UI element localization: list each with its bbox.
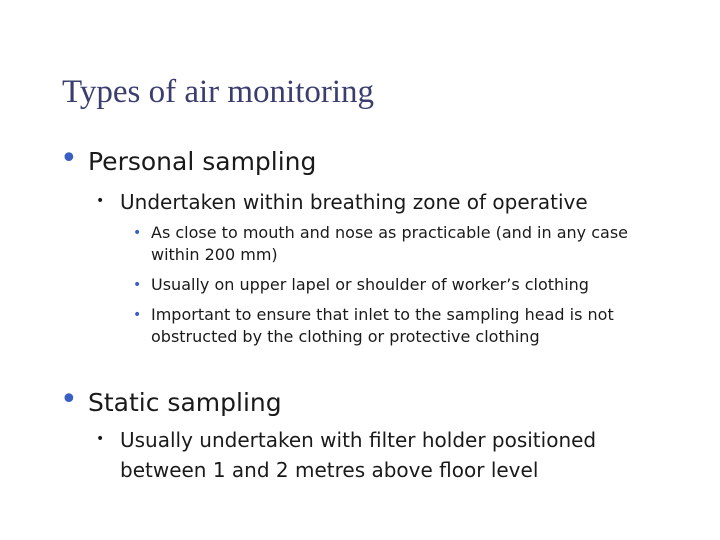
sub-list-item-text: As close to mouth and nose as practicable (and in any case within 200 mm) [151,223,629,264]
disc-bullet-icon: • [60,141,78,176]
section-heading-personal [60,141,317,177]
small-dot-bullet-icon: • [96,193,105,209]
disc-bullet-icon: • [60,382,78,417]
disc-bullet-icon: • [133,225,142,241]
sub-list-item [133,274,641,296]
section-heading-label: Personal sampling [88,147,317,176]
disc-bullet-icon: • [133,277,142,293]
slide-title: Types of air monitoring [62,74,375,110]
sub-list-item [133,222,641,266]
list-item-text: Usually undertaken with filter holder positioned between 1 and 2 metres above floor level [120,428,597,482]
sub-list-item-text: Important to ensure that inlet to the sampling head is not obstructed by the clothing or protective clothing [151,305,614,346]
small-dot-bullet-icon: • [96,431,105,447]
disc-bullet-icon: • [133,307,142,323]
section-heading-label: Static sampling [88,388,282,417]
sub-list-item-text: Usually on upper lapel or shoulder of worker’s clothing [151,275,589,294]
sub-list-item [133,304,641,348]
list-item [96,425,640,485]
list-item-text: Undertaken within breathing zone of operative [120,190,588,214]
section-heading-static [60,382,282,418]
list-item [96,187,588,217]
